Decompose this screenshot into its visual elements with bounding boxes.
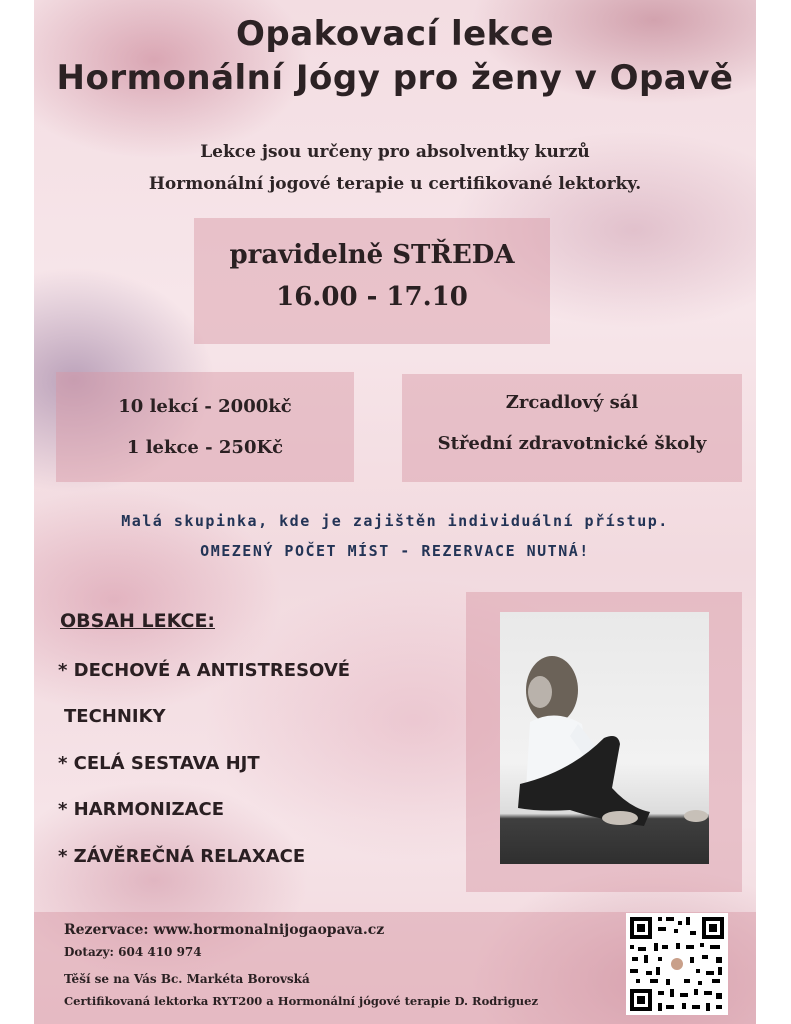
notice-small-group: Malá skupinka, kde je zajištěn individuální přístup.	[121, 512, 669, 530]
intro-line-1: Lekce jsou určeny pro absolventky kurzů	[200, 142, 590, 162]
price-1-lesson: 1 lekce - 250Kč	[126, 437, 284, 458]
footer-greeting: Těší se na Vás Bc. Markéta Borovská	[64, 972, 310, 986]
instructor-figure-illustration	[500, 612, 709, 864]
schedule-band	[194, 218, 550, 344]
content-item-relaxation: * ZÁVĚREČNÁ RELAXACE	[58, 846, 306, 867]
intro-line-2: Hormonální jogové terapie u certifikované lektorky.	[148, 174, 642, 194]
location-band	[402, 374, 742, 482]
qr-code-icon	[626, 913, 728, 1015]
content-item-full-sequence: * CELÁ SESTAVA HJT	[58, 753, 260, 774]
price-10-lessons: 10 lekcí - 2000kč	[118, 396, 292, 417]
qr-code[interactable]	[626, 913, 728, 1015]
content-item-harmonization: * HARMONIZACE	[58, 799, 224, 820]
title-line-2: Hormonální Jógy pro ženy v Opavě	[56, 58, 734, 98]
schedule-time: 16.00 - 17.10	[276, 282, 468, 312]
content-item-breathing: * DECHOVÉ A ANTISTRESOVÉ	[58, 660, 351, 681]
content-item-techniques: TECHNIKY	[64, 706, 166, 727]
title-line-1: Opakovací lekce	[235, 14, 555, 54]
pricing-band	[56, 372, 354, 482]
notice-reservation-required: OMEZENÝ POČET MÍST - REZERVACE NUTNÁ!	[200, 542, 590, 560]
location-school: Střední zdravotnické školy	[437, 433, 707, 454]
footer-reservation-link[interactable]: Rezervace: www.hormonalnijogaopava.cz	[64, 922, 385, 938]
location-room: Zrcadlový sál	[505, 392, 639, 413]
footer-certification: Certifikovaná lektorka RYT200 a Hormonální jógové terapie D. Rodriguez	[64, 994, 538, 1008]
schedule-day: pravidelně STŘEDA	[229, 240, 515, 270]
content-heading: OBSAH LEKCE:	[60, 610, 216, 632]
footer-contact-phone: Dotazy: 604 410 974	[64, 945, 202, 959]
poster	[34, 0, 756, 1024]
instructor-photo	[500, 612, 709, 864]
